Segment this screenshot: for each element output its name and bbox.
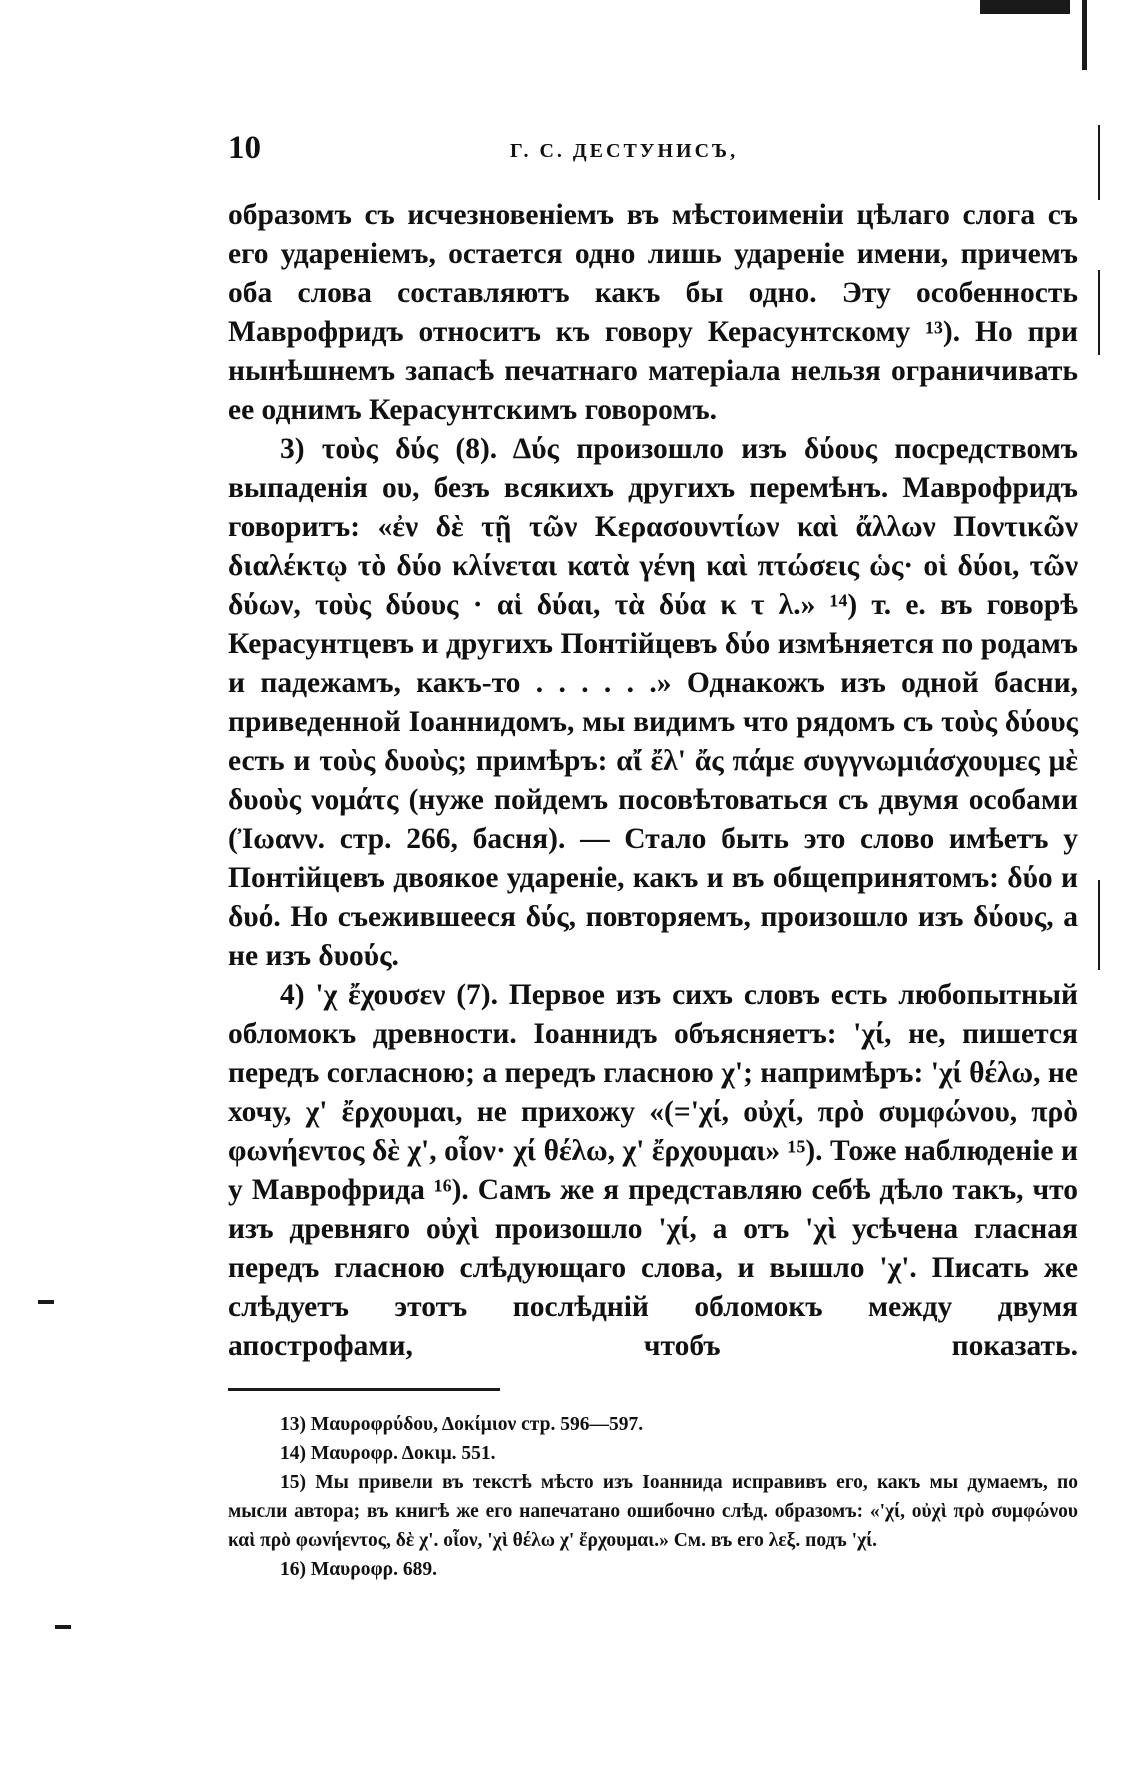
scan-artifact-margin-line xyxy=(1098,125,1100,200)
footnote: 14) Μαυροφρ. Δοκιμ. 551. xyxy=(280,1443,496,1464)
body-text xyxy=(228,196,1078,1366)
scan-artifact-right-edge xyxy=(1082,0,1087,70)
scan-artifact-margin-line xyxy=(1098,880,1100,970)
footnotes xyxy=(228,1410,1078,1584)
running-head: Г. С. ДЕСТУНИСЪ, xyxy=(510,140,739,162)
scan-artifact-top xyxy=(980,0,1070,14)
scan-artifact-left-tick xyxy=(55,1625,71,1629)
paragraph: 3) τοὺς δύς (8). Δύς произошло изъ δύους посредствомъ выпаденія ου, безъ всякихъ другихъ перемѣнъ. Маврофридъ говоритъ: «ἐν δὲ τῇ τῶν Κερασουντίων καὶ ἄλλων Ποντικῶν διαλέκτῳ τὸ δύο κλίνεται κατὰ γένη καὶ πτώσεις ὡς· οἱ δύοι, τῶν δύων, τοὺς δύους · αἱ δύαι, τὰ δύα κ τ λ.» ¹⁴) т. е. въ говорѣ Керасунтцевъ и другихъ Понтійцевъ δύο измѣняется по родамъ и падежамъ, какъ-то . . . . . .» Однакожъ изъ одной басни, приведенной Іоаннидомъ, мы видимъ что рядомъ съ τοὺς δύους есть и τοὺς δυοὺς; примѣръ: αἴ ἔλ' ἄς πάμε συγγνωμιάσχουμες μὲ δυοὺς νομάτς (нуже пойдемъ посовѣтоваться съ двумя особами (Ἰωανν. стр. 266, басня). — Стало быть это слово имѣетъ у Понтійцевъ двоякое удареніе, какъ и въ общепринятомъ: δύο и δυό. Но съежившееся δύς, повторяемъ, произошло изъ δύους, а не изъ δυούς. xyxy=(228,433,1078,972)
paragraph: 4) 'χ ἔχουσεν (7). Первое изъ сихъ словъ есть любопытный обломокъ древности. Іоаннидъ объясняетъ: 'χί, не, пишется передъ согласною; а передъ гласною χ'; напримѣръ: 'χί θέλω, не хочу, χ' ἔρχουμαι, не прихожу «(='χί, οὐχί, πρὸ συμφώνου, πρὸ φωνήεντος δὲ χ', οἷον· χί θέλω, χ' ἔρχουμαι» ¹⁵). Тоже наблюденіе и у Маврофрида ¹⁶). Самъ же я представляю себѣ дѣло такъ, что изъ древняго οὐχὶ произошло 'χί, а отъ 'χὶ усѣчена гласная передъ гласною слѣдующаго слова, и вышло 'χ'. Писать же слѣдуетъ этотъ послѣдній обломокъ между двумя апострофами, чтобъ показать. xyxy=(228,979,1078,1362)
scan-artifact-margin-line xyxy=(1098,270,1100,355)
footnote: 13) Μαυροφρύδου, Δοκίμιον стр. 596—597. xyxy=(280,1414,644,1435)
footnote: 16) Μαυροφρ. 689. xyxy=(280,1559,437,1580)
scan-artifact-left-tick xyxy=(38,1300,54,1304)
footnote: 15) Мы привели въ текстѣ мѣсто изъ Іоаннида исправивъ его, какъ мы думаемъ, по мысли автора; въ книгѣ же его напечатано ошибочно слѣд. образомъ: «'χί, οὐχὶ πρὸ συμφώνου καὶ πρὸ φωνήεντος, δὲ χ'. οἷον, 'χὶ θέλω χ' ἔρχουμαι.» См. въ его λεξ. подъ 'χί. xyxy=(228,1472,1078,1551)
page-number: 10 xyxy=(228,130,261,166)
footnote-divider xyxy=(228,1388,500,1391)
paragraph: образомъ съ исчезновеніемъ въ мѣстоименіи цѣлаго слога съ его удареніемъ, остается одно лишь удареніе имени, причемъ оба слова составляютъ какъ бы одно. Эту особенность Маврофридъ относитъ къ говору Керасунтскому ¹³). Но при нынѣшнемъ запасѣ печатнаго матеріала нельзя ограничивать ее однимъ Керасунтскимъ говоромъ. xyxy=(228,199,1078,426)
